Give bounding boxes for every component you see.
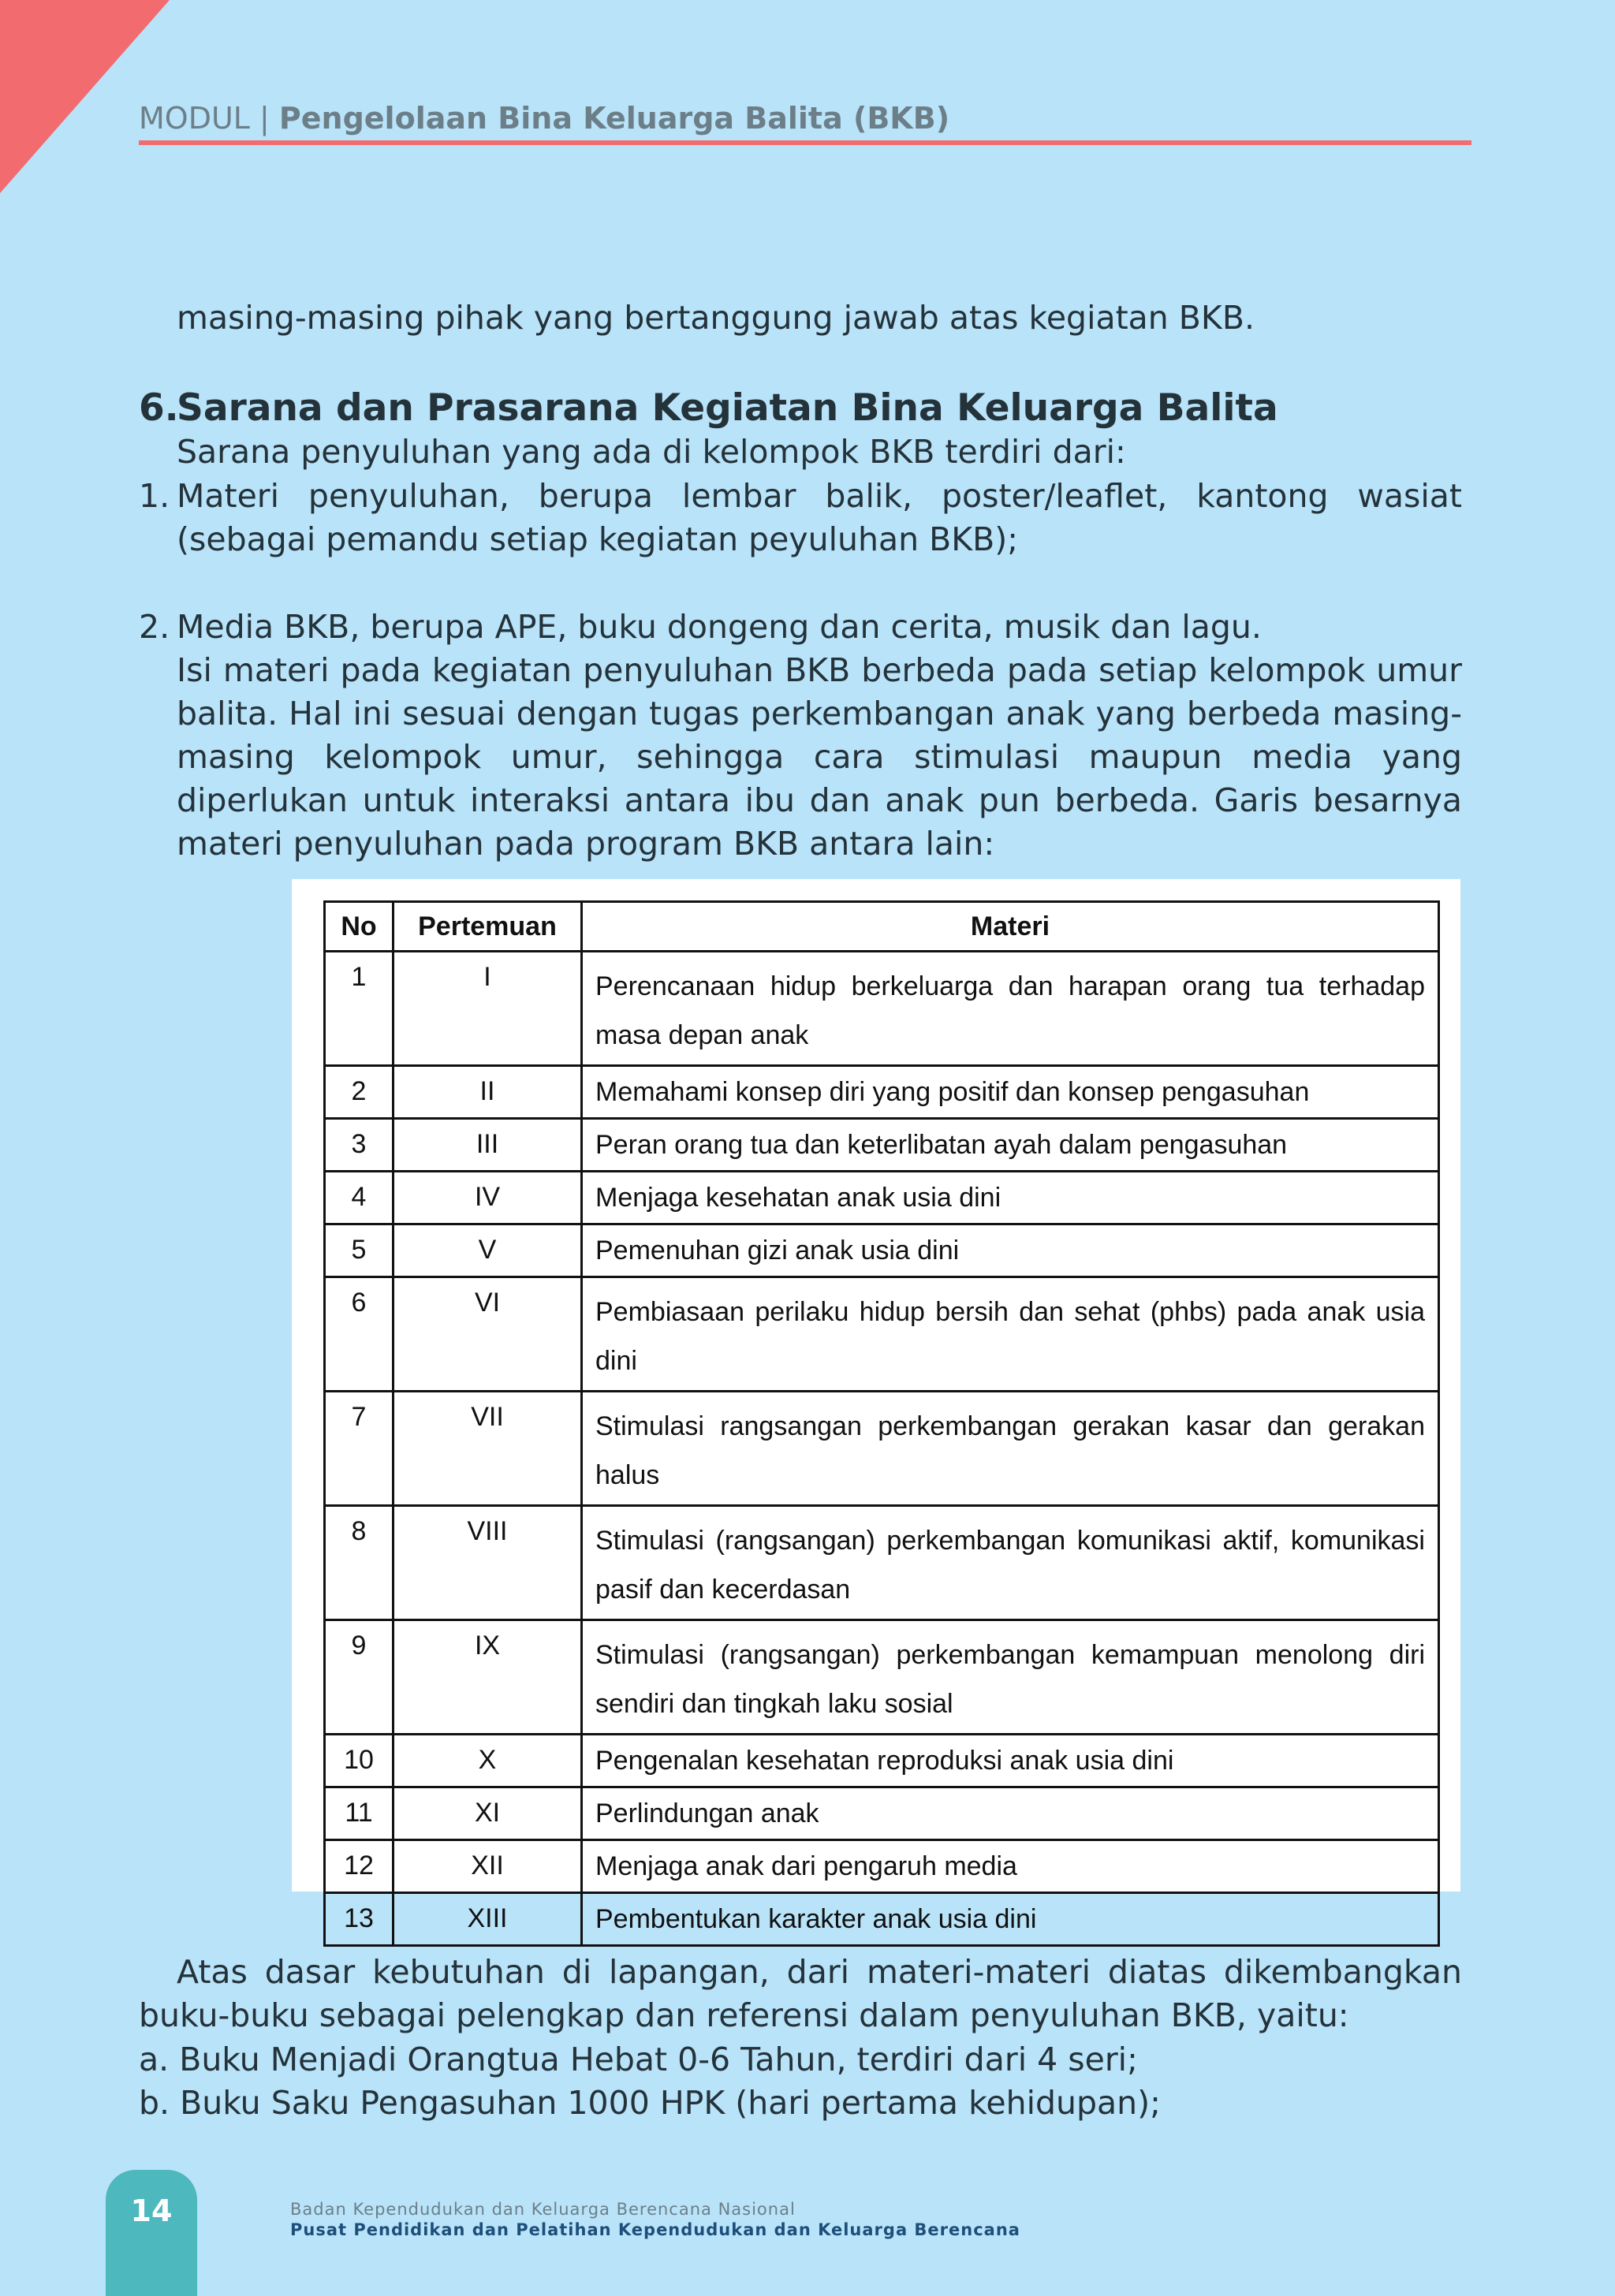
intro-text: Sarana penyuluhan yang ada di kelompok BKB terdiri dari: [177,433,1126,471]
table-row [325,1893,1439,1946]
header-prefix: MODUL | [139,101,279,136]
section-title: Sarana dan Prasarana Kegiatan Bina Keluarga Balita [177,386,1278,430]
page-header [139,99,1471,137]
body-paragraph: Isi materi pada kegiatan penyuluhan BKB berbeda pada setiap kelompok umur balita. Hal ini sesuai dengan tugas perkembangan anak yang berbeda masing-masing kelompok umur, sehingga cara stimulasi maupun media yang diperlukan untuk interaksi antara ibu dan anak pun berbeda. Garis besarnya materi penyuluhan pada program BKB antara lain: [177,651,1462,863]
after-table-paragraph: Atas dasar kebutuhan di lapangan, dari materi-materi diatas dikembangkan buku-buku sebagai pelengkap dan referensi dalam penyuluhan BKB, yaitu: [139,1953,1462,2034]
cell-no: 3 [325,1119,393,1172]
table-row [325,1224,1439,1277]
list-item-1: Materi penyuluhan, berupa lembar balik, poster/leaflet, kantong wasiat (sebagai pemandu setiap kegiatan peyuluhan BKB); [177,477,1462,558]
cell-materi: Peran orang tua dan keterlibatan ayah dalam pengasuhan [582,1119,1439,1172]
header-no: No [325,902,393,952]
continued-line: masing-masing pihak yang bertanggung jawab atas kegiatan BKB. [177,299,1255,337]
table-row [325,1119,1439,1172]
page-number: 14 [130,2194,173,2228]
cell-no: 2 [325,1066,393,1119]
cell-materi: Pembentukan karakter anak usia dini [582,1893,1439,1946]
cell-no: 6 [325,1277,393,1392]
header-title: Pengelolaan Bina Keluarga Balita (BKB) [278,101,950,136]
cell-pertemuan: III [393,1119,582,1172]
cell-materi: Pemenuhan gizi anak usia dini [582,1224,1439,1277]
cell-pertemuan: II [393,1066,582,1119]
cell-pertemuan: IV [393,1172,582,1224]
cell-materi: Menjaga anak dari pengaruh media [582,1840,1439,1893]
header-pertemuan: Pertemuan [393,902,582,952]
table-row [325,1066,1439,1119]
materi-table [323,900,1440,1947]
page-number-badge [106,2170,197,2296]
list-item-2: Media BKB, berupa APE, buku dongeng dan cerita, musik dan lagu. [177,608,1262,646]
cell-materi: Menjaga kesehatan anak usia dini [582,1172,1439,1224]
table-row [325,1735,1439,1787]
table-row [325,1840,1439,1893]
cell-pertemuan: XIII [393,1893,582,1946]
cell-materi: Stimulasi (rangsangan) perkembangan komunikasi aktif, komunikasi pasif dan kecerdasan [582,1506,1439,1620]
cell-pertemuan: V [393,1224,582,1277]
materi-table-image [292,879,1460,1934]
cell-materi: Pengenalan kesehatan reproduksi anak usia dini [582,1735,1439,1787]
cell-pertemuan: VII [393,1392,582,1506]
book-list-item-a: a. Buku Menjadi Orangtua Hebat 0-6 Tahun, terdiri dari 4 seri; [139,2041,1138,2078]
table-row [325,1392,1439,1506]
cell-pertemuan: XI [393,1787,582,1840]
section-number: 6. [139,386,179,430]
cell-no: 5 [325,1224,393,1277]
cell-materi: Memahami konsep diri yang positif dan konsep pengasuhan [582,1066,1439,1119]
table-row [325,1787,1439,1840]
cell-materi: Perencanaan hidup berkeluarga dan harapan orang tua terhadap masa depan anak [582,952,1439,1066]
cell-materi: Stimulasi rangsangan perkembangan gerakan kasar dan gerakan halus [582,1392,1439,1506]
table-header-row [325,902,1439,952]
cell-pertemuan: VI [393,1277,582,1392]
book-list-item-b: b. Buku Saku Pengasuhan 1000 HPK (hari pertama kehidupan); [139,2084,1161,2122]
cell-no: 8 [325,1506,393,1620]
cell-no: 1 [325,952,393,1066]
table-row [325,952,1439,1066]
cell-pertemuan: IX [393,1620,582,1735]
cell-pertemuan: I [393,952,582,1066]
cell-no: 7 [325,1392,393,1506]
cell-no: 9 [325,1620,393,1735]
header-divider [139,140,1471,145]
cell-materi: Stimulasi (rangsangan) perkembangan kemampuan menolong diri sendiri dan tingkah laku sosial [582,1620,1439,1735]
cell-materi: Pembiasaan perilaku hidup bersih dan sehat (phbs) pada anak usia dini [582,1277,1439,1392]
corner-decoration [0,0,170,193]
table-row [325,1277,1439,1392]
cell-no: 4 [325,1172,393,1224]
table-row [325,1506,1439,1620]
cell-pertemuan: X [393,1735,582,1787]
table-row [325,1172,1439,1224]
cell-pertemuan: XII [393,1840,582,1893]
cell-pertemuan: VIII [393,1506,582,1620]
footer-center: Pusat Pendidikan dan Pelatihan Kependudukan dan Keluarga Berencana [290,2220,1020,2239]
cell-no: 11 [325,1787,393,1840]
cell-no: 10 [325,1735,393,1787]
list-number-2: 2. [139,608,170,646]
table-row [325,1620,1439,1735]
cell-no: 12 [325,1840,393,1893]
footer-institution: Badan Kependudukan dan Keluarga Berencana Nasional [290,2200,796,2219]
header-materi: Materi [582,902,1439,952]
list-number-1: 1. [139,477,170,515]
cell-materi: Perlindungan anak [582,1787,1439,1840]
cell-no: 13 [325,1893,393,1946]
